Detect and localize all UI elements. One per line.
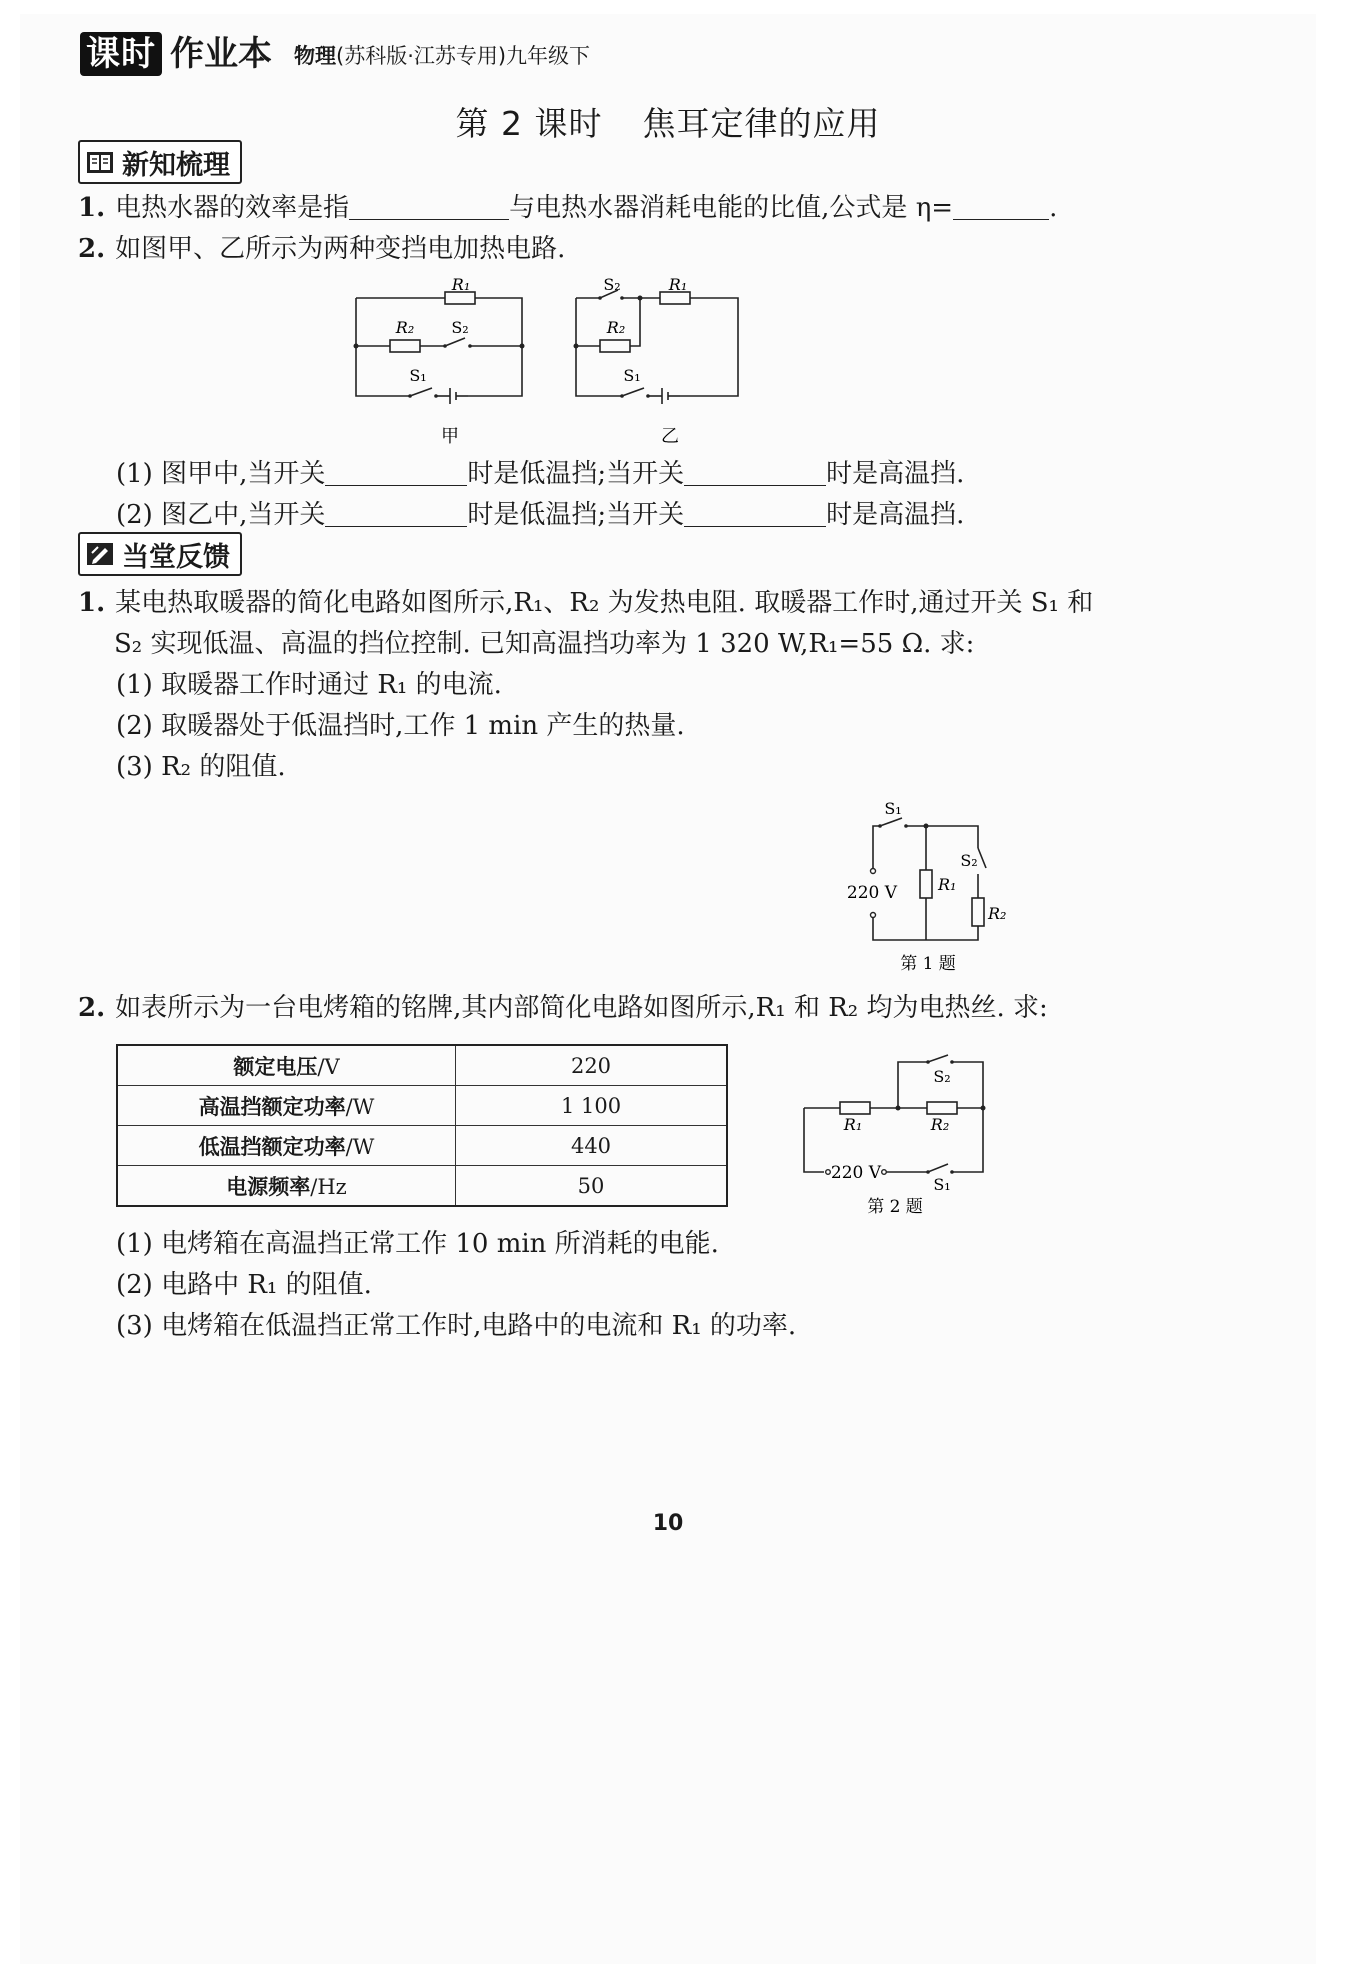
subquestion-text: (3) R₂ 的阻值.: [116, 752, 286, 782]
label-r2: R₂: [988, 904, 1007, 923]
table-row: [117, 1166, 727, 1207]
circuit-diagram-q1: [828, 786, 1018, 981]
question-number: 1.: [78, 193, 106, 223]
table-row: [117, 1045, 727, 1086]
answer-blank[interactable]: [325, 455, 467, 486]
lesson-title: [20, 98, 1316, 145]
subquestion-3: [116, 1306, 796, 1346]
section-label: 新知梳理: [122, 149, 230, 181]
subquestion-text: 时是高温挡.: [826, 459, 965, 489]
label-r2: R₂: [930, 1115, 950, 1134]
circuit-diagram-yi: [570, 276, 760, 451]
book-subject: [294, 36, 590, 76]
label-s1: S₁: [409, 366, 427, 385]
subquestion-text: (2) 图乙中,当开关: [116, 500, 326, 530]
label-r1: R₁: [668, 276, 688, 294]
circuit-diagram-jia: [350, 276, 540, 451]
subquestion-text: (1) 取暖器工作时通过 R₁ 的电流.: [116, 670, 502, 700]
page-header: [80, 26, 590, 76]
spec-label: 低温挡额定功率: [198, 1134, 346, 1159]
lesson-number: 第 2 课时: [455, 104, 603, 143]
subquestion-2-1: [116, 454, 964, 494]
question-1-2: [78, 229, 565, 269]
subquestion-2-2: [116, 495, 964, 535]
label-r2: R₂: [395, 318, 415, 337]
spec-name: [117, 1166, 456, 1207]
spec-unit: /W: [345, 1134, 375, 1159]
subquestion-2: [116, 706, 685, 746]
subquestion-1: [116, 665, 502, 705]
subquestion-text: 时是高温挡.: [826, 500, 965, 530]
question-text: .: [1049, 193, 1058, 223]
page-number: 10: [652, 1511, 684, 1536]
edition-info: (苏科版·江苏专用)九年级下: [336, 44, 591, 68]
subquestion-2: [116, 1265, 372, 1305]
subquestion-1: [116, 1224, 719, 1264]
subject-name: 物理: [294, 44, 336, 68]
table-row: [117, 1126, 727, 1166]
resistor-r2: [927, 1102, 957, 1114]
lesson-name: 焦耳定律的应用: [642, 104, 881, 143]
figure-label-yi: 乙: [661, 426, 679, 447]
label-r1: R₁: [938, 875, 957, 894]
label-s1: S₁: [884, 799, 902, 818]
question-2-1-line2: [114, 624, 974, 664]
spec-name: [117, 1126, 456, 1166]
question-text: 如图甲、乙所示为两种变挡电加热电路.: [115, 234, 566, 264]
label-s1: S₁: [933, 1175, 951, 1194]
answer-blank[interactable]: [684, 455, 826, 486]
section-label: 当堂反馈: [122, 541, 230, 573]
voltage-label: 220 V: [846, 883, 898, 903]
resistor-r2: [600, 340, 630, 352]
question-text: 电热水器的效率是指: [115, 193, 350, 223]
nameplate-table: [116, 1044, 728, 1207]
section-new-knowledge: [78, 140, 242, 184]
voltage-label: 220 V: [830, 1163, 882, 1183]
subquestion-text: (2) 取暖器处于低温挡时,工作 1 min 产生的热量.: [116, 711, 685, 741]
subquestion-text: (1) 图甲中,当开关: [116, 459, 326, 489]
question-2-1: [78, 583, 1093, 623]
resistor-r2: [972, 898, 984, 926]
resistor-r2: [390, 340, 420, 352]
question-number: 2.: [78, 993, 106, 1023]
question-1-1: [78, 188, 1057, 228]
figure-label-jia: 甲: [441, 426, 459, 447]
answer-blank[interactable]: [684, 496, 826, 527]
series-logo: 课时: [80, 32, 162, 76]
figure-caption: 第 2 题: [867, 1197, 923, 1217]
question-2-2: [78, 988, 1048, 1028]
spec-name: [117, 1045, 456, 1086]
label-s2: S₂: [451, 318, 469, 337]
subquestion-text: (1) 电烤箱在高温挡正常工作 10 min 所消耗的电能.: [116, 1229, 719, 1259]
subquestion-text: (2) 电路中 R₁ 的阻值.: [116, 1270, 372, 1300]
workbook-page: [20, 14, 1316, 1964]
question-number: 1.: [78, 588, 106, 618]
answer-blank[interactable]: [325, 496, 467, 527]
label-r1: R₁: [451, 276, 471, 294]
label-r1: R₁: [843, 1115, 863, 1134]
circuit-diagram-q2: [800, 1044, 1020, 1224]
answer-blank[interactable]: [953, 189, 1049, 220]
subquestion-text: 时是低温挡;当开关: [467, 500, 685, 530]
table-row: [117, 1086, 727, 1126]
resistor-r1: [920, 870, 932, 898]
subquestion-text: (3) 电烤箱在低温挡正常工作时,电路中的电流和 R₁ 的功率.: [116, 1311, 797, 1341]
question-text: 某电热取暖器的简化电路如图所示,R₁、R₂ 为发热电阻. 取暖器工作时,通过开关 S₁ 和: [115, 588, 1094, 618]
label-s2: S₂: [933, 1067, 951, 1086]
spec-label: 电源频率: [226, 1174, 311, 1199]
figure-caption: 第 1 题: [900, 954, 956, 974]
pencil-icon: [86, 541, 114, 567]
question-text: 与电热水器消耗电能的比值,公式是 η=: [509, 193, 954, 223]
spec-name: [117, 1086, 456, 1126]
label-s2: S₂: [603, 276, 621, 294]
spec-unit: /V: [317, 1054, 340, 1079]
spec-value: 1 100: [456, 1086, 728, 1126]
spec-value: 440: [456, 1126, 728, 1166]
spec-unit: /Hz: [310, 1174, 347, 1199]
spec-label: 额定电压: [233, 1054, 318, 1079]
section-classroom-feedback: [78, 532, 242, 576]
question-number: 2.: [78, 234, 106, 264]
label-s2: S₂: [960, 851, 978, 870]
question-text: S₂ 实现低温、高温的挡位控制. 已知高温挡功率为 1 320 W,R₁=55 Ω. 求:: [114, 629, 975, 659]
label-r2: R₂: [606, 318, 626, 337]
question-text: 如表所示为一台电烤箱的铭牌,其内部简化电路如图所示,R₁ 和 R₂ 均为电热丝. 求:: [115, 993, 1048, 1023]
spec-value: 50: [456, 1166, 728, 1207]
answer-blank[interactable]: [349, 189, 509, 220]
subquestion-text: 时是低温挡;当开关: [467, 459, 685, 489]
spec-value: 220: [456, 1045, 728, 1086]
series-brand: 作业本: [170, 34, 272, 74]
label-s1: S₁: [623, 366, 641, 385]
subquestion-3: [116, 747, 286, 787]
resistor-r1: [840, 1102, 870, 1114]
book-icon: [86, 149, 114, 175]
spec-unit: /W: [345, 1094, 375, 1119]
spec-label: 高温挡额定功率: [198, 1094, 346, 1119]
